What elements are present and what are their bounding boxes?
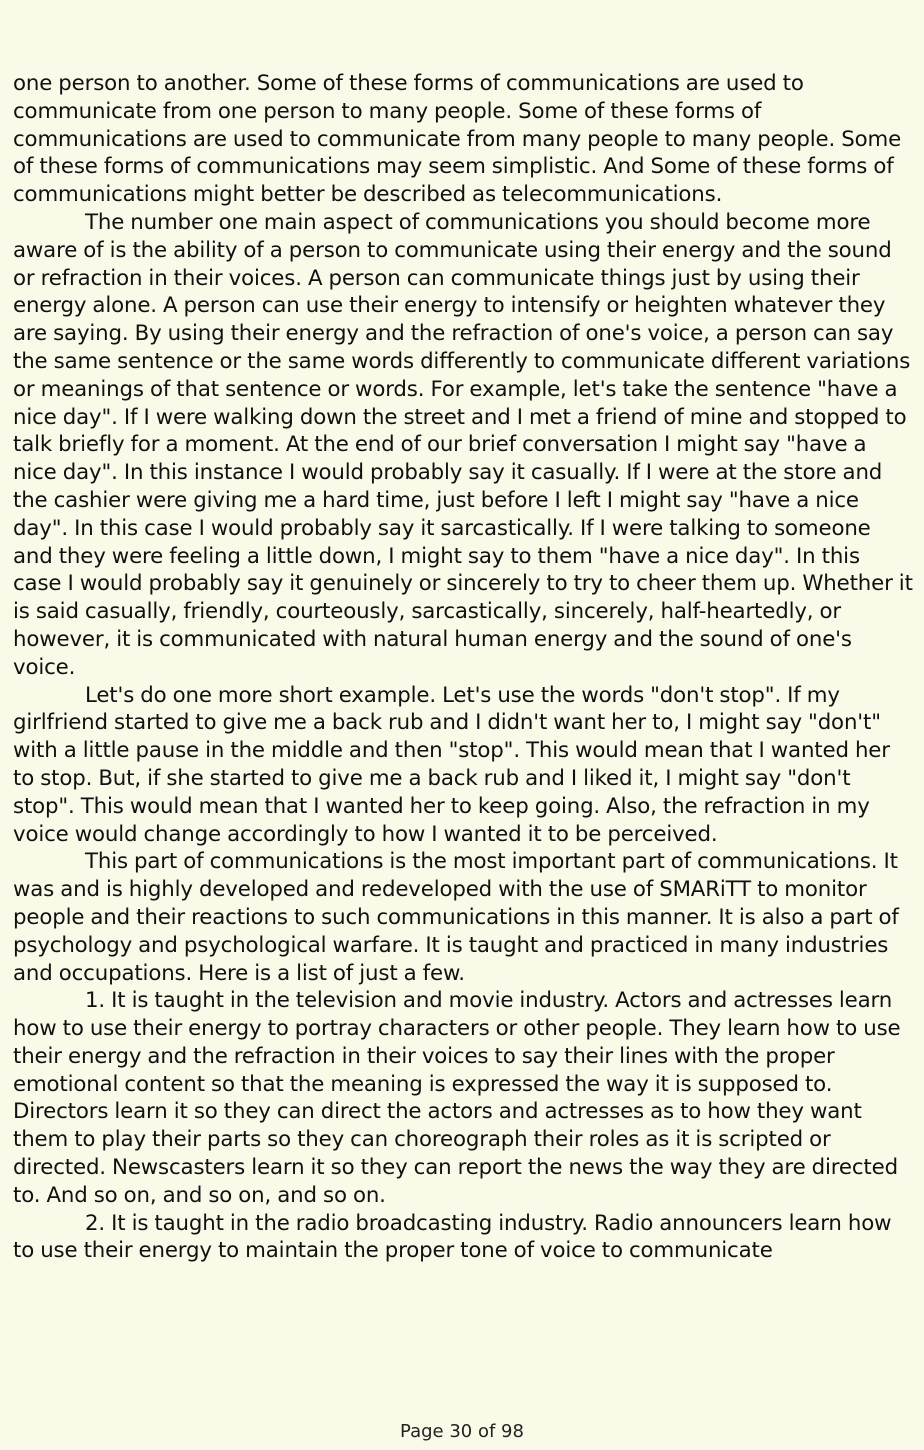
page-number: Page 30 of 98 (400, 1421, 524, 1442)
list-item-paragraph: 2. It is taught in the radio broadcasting industry. Radio announcers learn how to use their energy to maintain the proper tone of voice to communicate (13, 1210, 892, 1264)
list-item-paragraph: 1. It is taught in the television and movie industry. Actors and actresses learn how to use their energy to portray characters or other people. They learn how to use their energy and the refraction in their voices to say their lines with the proper emotional content so that the meaning is expressed the way it is supposed to. Directors learn it so they can direct the actors and actresses as to how they want them to play their parts so they can choreograph their roles as it is scripted or directed. Newscasters learn it so they can report the news the way they are directed to. And so on, and so on, and so on. (13, 988, 901, 1208)
paragraph: Let's do one more short example. Let's use the words "don't stop". If my girlfriend started to give me a back rub and I didn't want her to, I might say "don't" with a little pause in the middle and then "stop". This would mean that I wanted her to stop. But, if she started to give me a back rub and I liked it, I might say "don't stop". This would mean that I wanted her to keep going. Also, the refraction in my voice would change accordingly to how I wanted it to be perceived. (13, 682, 890, 847)
paragraph: The number one main aspect of communications you should become more aware of is the ability of a person to communicate using their energy and the sound or refraction in their voices. A person can communicate things just by using their energy alone. A person can use their energy to intensify or heighten whatever they are saying. By using their energy and the refraction of one's voice, a person can say the same sentence or the same words differently to communicate different variations or meanings of that sentence or words. For example, let's take the sentence "have a nice day". If I were walking down the street and I met a friend of mine and stopped to talk briefly for a moment. At the end of our brief conversation I might say "have a nice day". In this instance I would probably say it casually. If I were at the store and the cashier were giving me a hard time, just before I left I might say "have a nice day". In this case I would probably say it sarcastically. If I were talking to someone and they were feeling a little down, I might say to them "have a nice day". In this case I would probably say it genuinely or sincerely to try to cheer them up. Whether it is said casually, friendly, courteously, sarcastically, sincerely, half-heartedly, or however, it is communicated with natural human energy and the sound of one's voice. (13, 209, 913, 680)
paragraph: one person to another. Some of these forms of communications are used to communicate from one person to many people. Some of these forms of communications are used to communicate from many people to many people. Some of these forms of communications may seem simplistic. And Some of these forms of communications might better be described as telecommunications. (13, 71, 902, 208)
paragraph: This part of communications is the most important part of communications. It was and is highly developed and redeveloped with the use of SMARiTT to monitor people and their reactions to such communications in this manner. It is also a part of psychology and psychological warfare. It is taught and practiced in many industries and occupations. Here is a list of just a few. (13, 849, 899, 986)
document-text (13, 70, 913, 1265)
